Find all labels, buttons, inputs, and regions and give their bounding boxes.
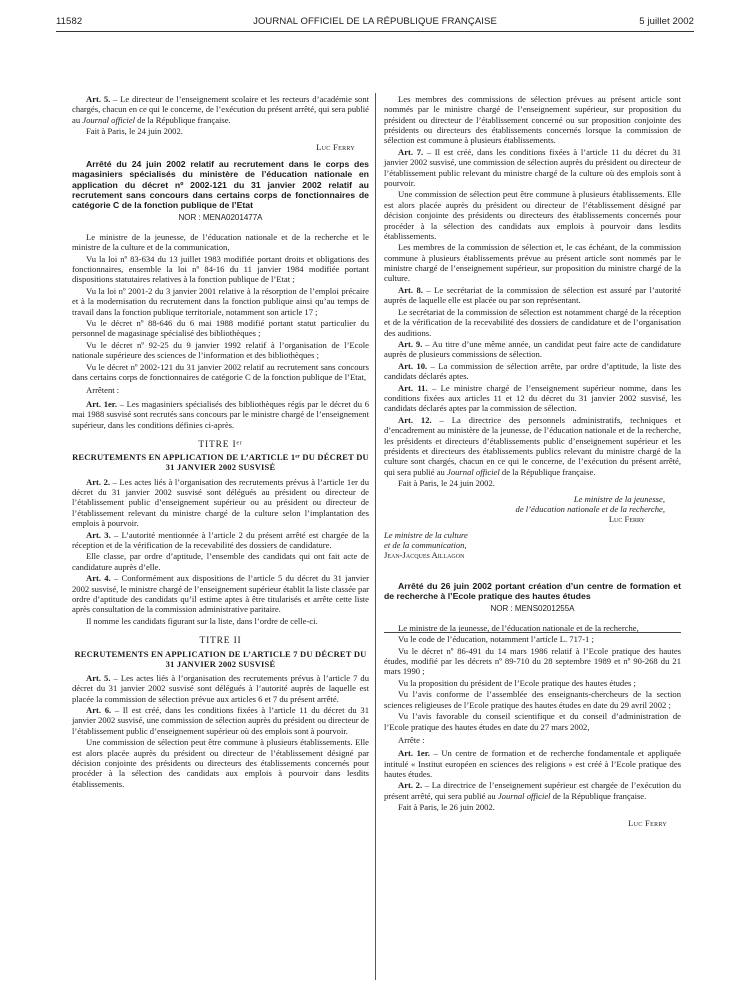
visa-paragraph: Le ministre de la jeunesse, de l’éducation nationale et de la recherche et le ministre de la culture et de la communication, xyxy=(72,231,369,253)
page-header xyxy=(56,16,694,30)
article-label: Art. 10. xyxy=(398,360,428,371)
arretent-label: Arrêtent : xyxy=(86,385,120,396)
article-paragraph xyxy=(72,573,369,614)
visa-paragraph: Vu le décret nº 88-646 du 6 mai 1988 modifié portant statut particulier du personnel de magasinage spécialisé des bibliothèques ; xyxy=(72,318,369,339)
article-label: Art. 3. xyxy=(86,529,111,540)
article-label: Art. 5. xyxy=(86,94,111,104)
article-text: – Le secrétariat de la commission de sélection est assuré par l’autorité auprès de laquelle elle est placée ou par son représentant. xyxy=(384,284,681,306)
article-paragraph xyxy=(72,399,369,430)
article-text: – Il est créé, dans les conditions fixées à l’article 11 du décret du 31 janvier 2002 susvisé, une commission de sélection auprès du président ou directeur de l’établissement public d’enseignement supérieur où des emplois sont à pourvoir. xyxy=(72,705,369,736)
article-text: de la République française. xyxy=(135,114,231,125)
visa-paragraph: Vu la proposition du président de l’Ecole pratique des hautes études ; xyxy=(398,677,636,688)
article-text: – Il est créé, dans les conditions fixées à l’article 11 du décret du 31 janvier 2002 susvisé, une commission de sélection auprès du président ou directeur de l’établissement public relevant du ministre chargé de la culture où des emplois sont à pourvoir. xyxy=(384,146,681,188)
article-label: Art. 4. xyxy=(86,573,111,584)
article-label: Art. 6. xyxy=(86,705,112,716)
minister-title: et de la communication, xyxy=(384,539,467,550)
article-paragraph xyxy=(384,415,681,477)
journal-ref: Journal officiel xyxy=(497,790,551,801)
visa-paragraph: Vu le décret nº 92-25 du 9 janvier 1992 relatif à l’organisation de l’Ecole nationale supérieure des sciences de l’information et des bibliothèques ; xyxy=(72,339,369,361)
article-paragraph xyxy=(384,383,681,414)
article-text: – Le directeur de l’enseignement scolaire et les recteurs d’académie sont chargés, chacun en ce qui le concerne, de l’exécution du présent arrêté, qui sera publié au xyxy=(72,94,369,125)
article-text: – La directrice des personnels administratifs, techniques et d’encadrement au ministère de la jeunesse, de l’éducation nationale et de la recherche, les présidents et directeurs d’établissements public d’enseignement supérieur et les présidents et directeurs des établissements publics relevant du ministre chargé de la culture sont chargés, chacun en ce qui le concerne, de l’exécution du présent arrêté, qui sera publié au xyxy=(384,415,682,477)
minister-name: Jean-Jacques Aillagon xyxy=(384,549,465,560)
nor-reference: NOR : MENS0201255A xyxy=(490,604,575,614)
journal-ref: Journal officiel xyxy=(447,466,500,477)
article-label: Art. 7. xyxy=(398,146,424,157)
article-text: – Les magasiniers spécialisés des bibliothèques régis par le décret du 6 mai 1988 susvisé sont recrutés sans concours par le ministre chargé de l’enseignement supérieur, dans les conditions définies ci-après. xyxy=(72,398,369,430)
article-paragraph xyxy=(72,94,369,125)
signature-block-right xyxy=(384,494,665,524)
page-number: 11582 xyxy=(56,16,83,27)
visa-paragraph: Vu la loi nº 83-634 du 13 juillet 1983 modifiée portant droits et obligations des fonctionnaires, ensemble la loi nº 84-16 du 11 janvier 1984 modifiée portant dispositions statutaires relatives à la fonction publique de l’Etat ; xyxy=(72,253,369,285)
decree-title: Arrêté du 24 juin 2002 relatif au recrutement dans le corps des magasiniers spécialisés du ministère de l’éducation nationale en application du décret nº 2002-121 du 31 janvier 2002 relatif au recrutement sans concours dans certains corps de fonctionnaires de catégorie C de la fonction publique de l’Etat xyxy=(72,158,369,211)
minister-title: de l’éducation nationale et de la recherche, xyxy=(515,503,665,514)
arrete-label: Arrête : xyxy=(398,734,425,745)
article-label: Art. 2. xyxy=(398,780,423,791)
visa-paragraph: Vu la loi nº 2001-2 du 3 janvier 2001 relative à la résorption de l’emploi précaire et à la modernisation du recrutement dans la fonction publique ainsi qu’au temps de travail dans la fonction publique territoriale, notamment son article 17 ; xyxy=(72,285,369,317)
article-text: – L’autorité mentionnée à l’article 2 du présent arrêté est chargée de la réception et de la vérification de la recevabilité des dossiers de candidature. xyxy=(72,529,369,550)
article-paragraph xyxy=(384,780,681,801)
body-paragraph: Le secrétariat de la commission de sélection est notamment chargé de la réception et de la vérification de la recevabilité des dossiers de candidature et de l’organisation des auditions. xyxy=(384,306,681,338)
titre-subheading: RECRUTEMENTS EN APPLICATION DE L’ARTICLE 7 DU DÉCRET DU 31 JANVIER 2002 SUSVISÉ xyxy=(74,648,367,669)
article-text: de la République française. xyxy=(499,466,596,477)
left-column xyxy=(72,94,369,790)
visa-paragraph: Vu l’avis conforme de l’assemblée des enseignants-chercheurs de la section sciences religieuses de l’Ecole pratique des hautes études en date du 29 avril 2002 ; xyxy=(384,689,681,710)
visa-paragraph: Vu le décret nº 2002-121 du 31 janvier 2002 relatif au recrutement sans concours dans certains corps de fonctionnaires de catégorie C de la fonction publique de l’Etat, xyxy=(72,361,369,383)
article-paragraph xyxy=(384,285,681,306)
publication-date: 5 juillet 2002 xyxy=(639,16,694,27)
article-text: – La commission de sélection arrête, par ordre d’aptitude, la liste des candidats déclarés aptes. xyxy=(384,360,681,382)
article-label: Art. 5. xyxy=(86,672,111,683)
journal-ref: Journal officiel xyxy=(82,114,136,125)
article-paragraph xyxy=(72,530,369,551)
article-paragraph xyxy=(72,705,369,736)
article-text: – Un centre de formation et de recherche fondamentale et appliquée intitulé « Institut européen en sciences des religions » est créé à l’Ecole pratique des hautes études. xyxy=(384,748,681,779)
titre-subheading: RECRUTEMENTS EN APPLICATION DE L’ARTICLE 1ᵉʳ DU DÉCRET DU 31 JANVIER 2002 SUSVISÉ xyxy=(72,452,369,473)
article-paragraph xyxy=(72,673,369,704)
body-paragraph: Il nomme les candidats figurant sur la liste, dans l’ordre de celle-ci. xyxy=(86,615,318,626)
visa-paragraph: Vu le code de l’éducation, notamment l’article L. 717-1 ; xyxy=(398,634,594,645)
section-separator xyxy=(384,632,681,633)
minister-title: Le ministre de la jeunesse, xyxy=(573,493,665,504)
article-paragraph xyxy=(384,748,681,779)
signature: Luc Ferry xyxy=(316,141,355,152)
fait-line: Fait à Paris, le 26 juin 2002. xyxy=(398,802,495,813)
article-label: Art. 8. xyxy=(398,284,423,295)
minister-title: Le ministre de la culture xyxy=(384,529,468,540)
article-paragraph xyxy=(384,339,681,360)
nor-reference: NOR : MENA0201477A xyxy=(178,213,263,223)
decree-title: Arrêté du 26 juin 2002 portant création d’un centre de formation et de recherche à l’Ecole pratique des hautes études xyxy=(384,580,681,601)
article-label: Art. 2. xyxy=(86,476,111,487)
fait-line: Fait à Paris, le 24 juin 2002. xyxy=(398,478,495,489)
article-text: de la République française. xyxy=(550,790,647,801)
article-text: – Les actes liés à l’organisation des recrutements prévus à l’article 7 du décret du 31 janvier 2002 susvisé sont délégués à l’autorité auprès de laquelle est placée la commission de sélection prévue aux articles 6 et 7 du présent arrêté. xyxy=(72,672,370,704)
right-column xyxy=(384,94,681,835)
article-label: Art. 1er. xyxy=(398,748,430,759)
visa-paragraph: Vu le décret nº 86-491 du 14 mars 1986 relatif à l’Ecole pratique des hautes études, modifié par les décrets nº 89-710 du 28 septembre 1989 et nº 90-268 du 21 mars 1990 ; xyxy=(384,645,681,677)
signature-block-left xyxy=(384,530,681,560)
body-paragraph: Elle classe, par ordre d’aptitude, l’ensemble des candidats qui ont fait acte de candidature auprès d’elle. xyxy=(72,551,369,572)
body-paragraph: Les membres des commissions de sélection prévues au présent article sont nommés par le ministre chargé de l’enseignement supérieur, sur proposition du président ou directeur de l’établissement concerné ou sur proposition conjointe des présidents ou directeurs des établissements concernés lorsque la commission de sélection est commune à plusieurs établissements. xyxy=(384,94,681,146)
article-label: Art. 9. xyxy=(398,339,423,350)
article-paragraph xyxy=(384,147,681,188)
titre-heading: TITRE Iᵉʳ xyxy=(198,439,243,450)
titre-heading: TITRE II xyxy=(199,636,242,647)
article-text: – Conformément aux dispositions de l’article 5 du décret du 31 janvier 2002 susvisé, le ministre chargé de l’enseignement supérieur établit la liste classée par ordre d’aptitude des candidats qu’il estime aptes à être titularisés et arrête cette liste après consultation de la commission administrative paritaire. xyxy=(72,573,370,615)
header-rule xyxy=(56,31,694,32)
article-paragraph xyxy=(72,477,369,529)
article-label: Art. 1er. xyxy=(86,398,117,409)
article-text: – La directrice de l’enseignement supérieur est chargée de l’exécution du présent arrêté, qui sera publié au xyxy=(384,780,682,801)
article-paragraph xyxy=(384,361,681,382)
article-label: Art. 11. xyxy=(398,382,428,393)
column-divider xyxy=(375,93,376,980)
body-paragraph: Les membres de la commission de sélection et, le cas échéant, de la commission commune à plusieurs établissements prévue au présent article sont nommés par le ministre chargé de l’enseignement supérieur, sur proposition du ministre chargé de la culture. xyxy=(384,242,681,284)
body-paragraph: Une commission de sélection peut être commune à plusieurs établissements. Elle est alors placée auprès du président ou directeur de l’établissement désigné par décision conjointe des présidents ou directeurs des établissements concernés pour procéder à la sélection des candidats aux emplois à pourvoir dans lesdits établissements. xyxy=(384,189,681,241)
signature: Luc Ferry xyxy=(628,817,667,828)
body-paragraph: Une commission de sélection peut être commune à plusieurs établissements. Elle est alors placée auprès du président ou directeur de l’établissement désigné par décision conjointe des présidents ou directeurs des établissements concernés pour procéder à la sélection des candidats aux emplois à pourvoir dans lesdits établissements. xyxy=(72,737,369,789)
visa-paragraph: Le ministre de la jeunesse, de l’éducation nationale et de la recherche, xyxy=(398,622,639,633)
visa-paragraph: Vu l’avis favorable du conseil scientifique et du conseil d’administration de l’Ecole pratique des hautes études en date du 27 mars 2002, xyxy=(384,711,681,732)
article-text: – Les actes liés à l’organisation des recrutements prévus à l’article 1er du décret du 31 janvier 2002 susvisé sont délégués au président ou directeur de l’établissement public d’enseignement supérieur ou au président ou directeur de l’établissement relevant du ministre chargé de la culture selon l’implantation des emplois à pourvoir. xyxy=(72,476,369,528)
journal-title: JOURNAL OFFICIEL DE LA RÉPUBLIQUE FRANÇAISE xyxy=(253,16,497,27)
article-text: – Au titre d’une même année, un candidat peut faire acte de candidature auprès de plusieurs commissions de sélection. xyxy=(384,339,681,360)
article-label: Art. 12. xyxy=(398,415,432,425)
article-text: – Le ministre chargé de l’enseignement supérieur nomme, dans les conditions fixées aux articles 11 et 12 du décret du 31 janvier 2002 susvisé, les candidats déclarés aptes par la commission de sélection. xyxy=(384,382,682,414)
fait-line: Fait à Paris, le 24 juin 2002. xyxy=(86,126,183,137)
minister-name: Luc Ferry xyxy=(608,513,645,524)
